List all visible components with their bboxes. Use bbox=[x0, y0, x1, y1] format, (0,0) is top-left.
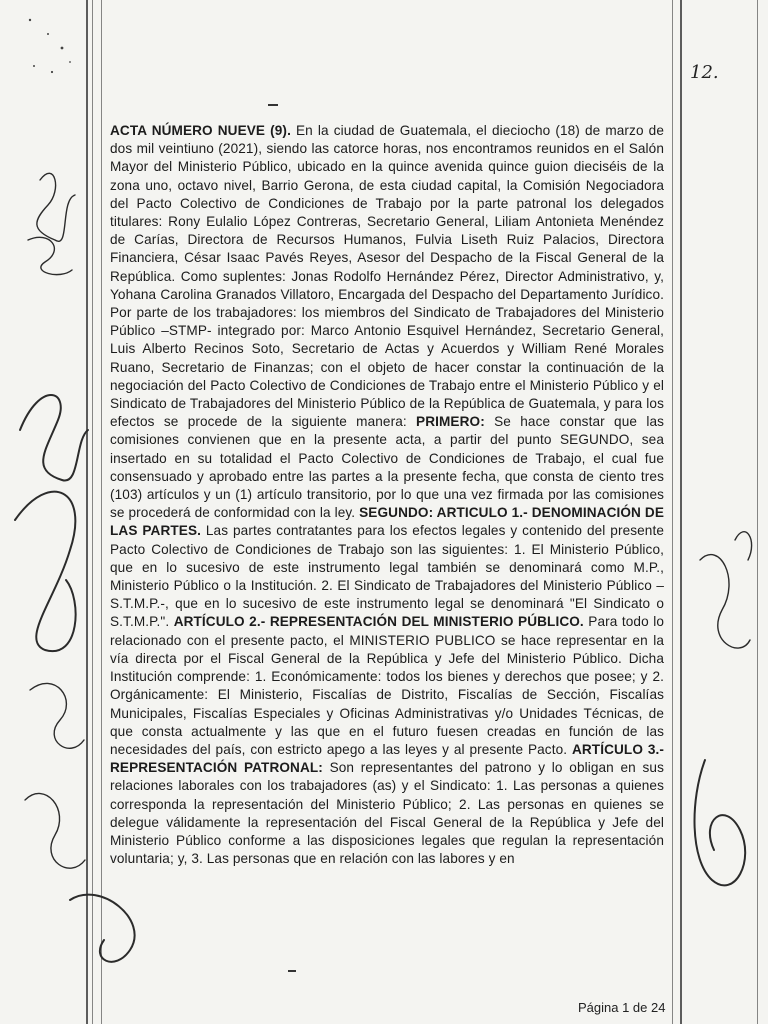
signature-left-6 bbox=[25, 793, 85, 868]
acta-intro-text: En la ciudad de Guatemala, el dieciocho (18) de marzo de dos mil veintiuno (2021), siendo las catorce horas, nos encontramos reunidos en el Salón Mayor del Ministerio Público, ubicado en la quince avenida quince guion dieciséis de la zona uno, octavo nivel, Barrio Gerona, de esta ciudad capital, la Comisión Negociadora del Pacto Colectivo de Condiciones de Trabajo por la parte patronal los delegados titulares: Rony Eulalio López Contreras, Secretario General, Liliam Antonieta Menéndez de Carías, Directora de Recursos Humanos, Fulvia Liseth Ruiz Palacios, Directora Financiera, César Isaac Pavés Reyes, Asesor del Despacho de la Fiscal General de la República. Como suplentes: Jonas Rodolfo Hernández Pérez, Director Administrativo, y, Yohana Carolina Granados Villatoro, Encargada del Despacho del Departamento Jurídico. Por parte de los trabajadores: los miembros del Sindicato de Trabajadores del Ministerio Público –STMP- integrado por: Marco Antonio Esquivel Hernández, Secretario General, Luis Alberto Recinos Soto, Secretario de Actas y Acuerdos y William René Morales Ruano, Secretario de Finanzas; con el objeto de hacer constar la continuación de la negociación del Pacto Colectivo de Condiciones de Trabajo entre el Ministerio Público y el Sindicato de Trabajadores del Ministerio Público de la República de Guatemala, y para los efectos se procede de la siguiente manera: bbox=[110, 123, 664, 430]
signature-left-1 bbox=[37, 173, 75, 241]
acta-paragraph bbox=[110, 122, 664, 868]
scan-specks bbox=[29, 19, 71, 73]
article-3-text: Son representantes del patrono y lo obligan en sus relaciones laborales con los trabajadores (as) y el Sindicato: 1. Las personas a quienes corresponda la representación del Ministerio Público; 2. Las personas en quienes se delegue válidamente la representación del Fiscal General de la República y Jefe del Ministerio Público conforme a las disposiciones legales que regulan la representación voluntaria; y, 3. Las personas que en relación con las labores y en bbox=[110, 760, 664, 867]
primero-label: PRIMERO: bbox=[416, 414, 485, 430]
signature-left-2 bbox=[28, 237, 72, 274]
acta-heading: ACTA NÚMERO NUEVE (9). bbox=[110, 123, 291, 138]
article-2-heading: ARTÍCULO 2.- REPRESENTACIÓN DEL MINISTERIO PÚBLICO. bbox=[173, 614, 584, 630]
signature-right-3 bbox=[695, 760, 746, 885]
signature-left-7 bbox=[70, 895, 135, 962]
signature-left-4 bbox=[15, 492, 76, 651]
signature-left-5 bbox=[30, 683, 84, 748]
acta-body-text bbox=[110, 122, 664, 868]
signature-right-1 bbox=[700, 555, 750, 648]
primero-text: Se hace constar que las comisiones convienen que en la presente acta, a partir del punto SEGUNDO, sea insertado en su totalidad el Pacto Colectivo de Condiciones de Trabajo, el cual fue consensuado y aprobado entre las partes a la presente fecha, que consta de ciento tres (103) artículos y un (1) artículo transitorio, por lo que una vez firmada por las comisiones se procederá de conformidad con la ley. bbox=[110, 414, 665, 521]
article-2-text: Para todo lo relacionado con el presente pacto, el MINISTERIO PUBLICO se hace representar en la vía directa por el Fiscal General de la República y Jefe del Ministerio Público. Dicha Institución comprende: 1. Económicamente: todos los bienes y derechos que posee; y 2. Orgánicamente: El Ministerio, Fiscalías de Distrito, Fiscalías de Sección, Fiscalías Municipales, Fiscalías Especiales y Oficinas Administrativas y/o Unidades Técnicas, de que consta actualmente y las que en el futuro fuesen creadas en función de las necesidades del país, con estricto apego a las leyes y al presente Pacto. bbox=[110, 614, 664, 757]
page-number-footer: Página 1 de 24 bbox=[578, 1000, 666, 1015]
signature-right-2 bbox=[735, 532, 752, 560]
handwritten-page-number: 12. bbox=[690, 62, 719, 83]
signature-left-3 bbox=[20, 395, 88, 481]
article-1-text: Las partes contratantes para los efectos legales y contenido del presente Pacto Colectivo de Condiciones de Trabajo son las siguientes: 1. El Ministerio Público, que en lo sucesivo de este instrumento legal también se denominará como M.P., Ministerio Público o la Institución. 2. El Sindicato de Trabajadores del Ministerio Público –S.T.M.P.-, que en lo sucesivo de este instrumento legal se denominará "El Sindicato o S.T.M.P.". bbox=[110, 523, 664, 630]
segundo-article-1-heading: SEGUNDO: ARTICULO 1.- DENOMINACIÓN DE LAS PARTES. bbox=[110, 505, 664, 539]
article-3-heading: ARTÍCULO 3.- REPRESENTACIÓN PATRONAL: bbox=[110, 741, 664, 776]
